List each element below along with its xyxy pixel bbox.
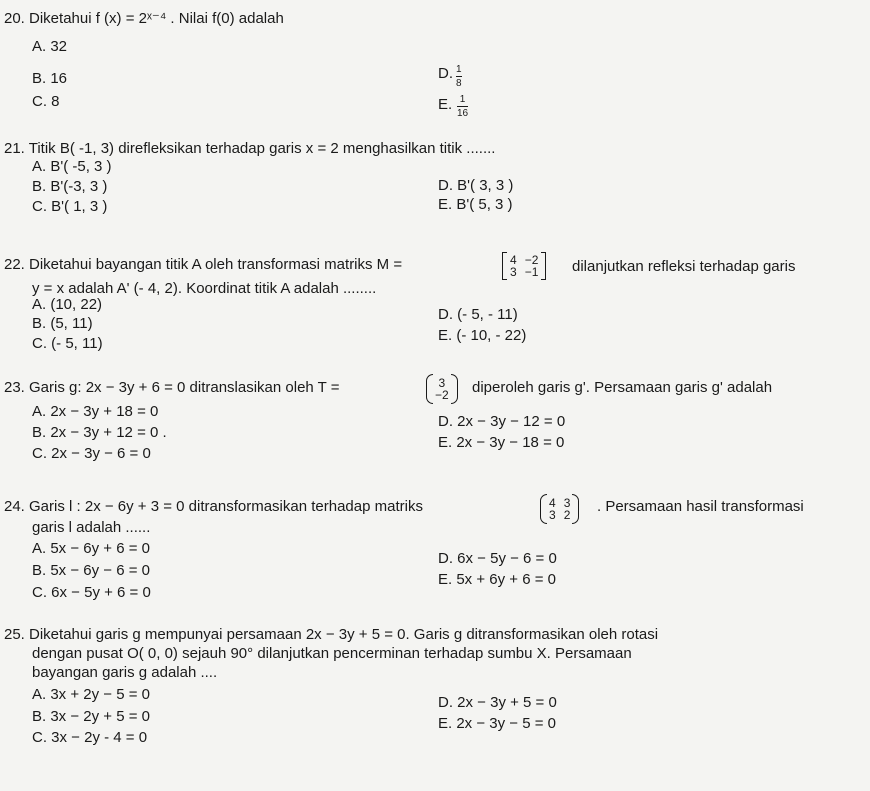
- q22-stem-part3: y = x adalah A' (- 4, 2). Koordinat titik A adalah ........: [32, 280, 377, 297]
- q25-option-b[interactable]: B. 3x − 2y + 5 = 0: [32, 708, 150, 725]
- matrix-cell: −2: [524, 253, 539, 267]
- matrix-cell: −1: [524, 265, 539, 279]
- q20-option-e-label[interactable]: E.: [438, 96, 453, 113]
- q24-stem-part2: . Persamaan hasil transformasi: [597, 498, 804, 515]
- matrix-cell: 3: [563, 496, 571, 510]
- q20-option-d-label[interactable]: D.: [438, 65, 453, 82]
- q23-stem-part2: diperoleh garis g'. Persamaan garis g' adalah: [472, 379, 773, 396]
- q20-option-e-fraction: [457, 94, 468, 119]
- q25-stem-line2: dengan pusat O( 0, 0) sejauh 90° dilanjutkan pencerminan terhadap sumbu X. Persamaan: [32, 645, 632, 662]
- q23-option-b[interactable]: B. 2x − 3y + 12 = 0 .: [32, 424, 167, 441]
- q24-stem-part1: 24. Garis l : 2x − 6y + 3 = 0 ditransformasikan terhadap matriks: [4, 498, 423, 515]
- q23-option-d[interactable]: D. 2x − 3y − 12 = 0: [438, 413, 566, 430]
- q20-option-b[interactable]: B. 16: [32, 70, 68, 87]
- fraction-denominator: 8: [456, 78, 462, 89]
- q21-option-b[interactable]: B. B'(-3, 3 ): [32, 178, 108, 195]
- vector-cell: 3: [438, 376, 446, 390]
- q20-option-a[interactable]: A. 32: [32, 38, 68, 55]
- q20-option-d-fraction: [456, 64, 462, 89]
- q23-translation-vector: [426, 374, 458, 404]
- q22-matrix: [502, 252, 546, 280]
- q22-option-e[interactable]: E. (- 10, - 22): [438, 327, 527, 344]
- q25-option-d[interactable]: D. 2x − 3y + 5 = 0: [438, 694, 557, 711]
- matrix-cell: 4: [510, 253, 517, 267]
- q25-option-c[interactable]: C. 3x − 2y - 4 = 0: [32, 729, 148, 746]
- fraction-denominator: 16: [457, 108, 469, 119]
- matrix-cell: 3: [549, 508, 556, 522]
- q24-option-d[interactable]: D. 6x − 5y − 6 = 0: [438, 550, 557, 567]
- q20-option-c[interactable]: C. 8: [32, 93, 60, 110]
- matrix-cell: 3: [510, 265, 517, 279]
- q24-matrix: [540, 494, 579, 524]
- q22-stem-part2: dilanjutkan refleksi terhadap garis: [572, 258, 796, 275]
- q21-option-e[interactable]: E. B'( 5, 3 ): [438, 196, 513, 213]
- vector-cell: −2: [435, 388, 449, 402]
- q24-option-a[interactable]: A. 5x − 6y + 6 = 0: [32, 540, 150, 557]
- q22-option-b[interactable]: B. (5, 11): [32, 315, 93, 332]
- q23-stem-part1: 23. Garis g: 2x − 3y + 6 = 0 ditranslasikan oleh T =: [4, 379, 340, 396]
- q23-option-a[interactable]: A. 2x − 3y + 18 = 0: [32, 403, 159, 420]
- q24-option-b[interactable]: B. 5x − 6y − 6 = 0: [32, 562, 150, 579]
- matrix-cell: 4: [549, 496, 556, 510]
- q25-stem-line3: bayangan garis g adalah ....: [32, 664, 218, 681]
- q21-option-a[interactable]: A. B'( -5, 3 ): [32, 158, 112, 175]
- q25-option-a[interactable]: A. 3x + 2y − 5 = 0: [32, 686, 150, 703]
- q22-option-d[interactable]: D. (- 5, - 11): [438, 306, 518, 323]
- q20-stem: 20. Diketahui f (x) = 2ˣ⁻⁴ . Nilai f(0) adalah: [4, 10, 284, 27]
- matrix-cell: 2: [563, 508, 571, 522]
- q21-option-d[interactable]: D. B'( 3, 3 ): [438, 177, 514, 194]
- q23-option-e[interactable]: E. 2x − 3y − 18 = 0: [438, 434, 565, 451]
- q25-option-e[interactable]: E. 2x − 3y − 5 = 0: [438, 715, 556, 732]
- q21-option-c[interactable]: C. B'( 1, 3 ): [32, 198, 108, 215]
- q24-option-e[interactable]: E. 5x + 6y + 6 = 0: [438, 571, 556, 588]
- q23-option-c[interactable]: C. 2x − 3y − 6 = 0: [32, 445, 151, 462]
- q25-stem-line1: 25. Diketahui garis g mempunyai persamaan 2x − 3y + 5 = 0. Garis g ditransformasikan oleh rotasi: [4, 626, 659, 643]
- q24-stem-part3: garis l adalah ......: [32, 519, 151, 536]
- fraction-numerator: 1: [456, 64, 462, 75]
- q22-stem-part1: 22. Diketahui bayangan titik A oleh transformasi matriks M =: [4, 256, 403, 273]
- q21-stem: 21. Titik B( -1, 3) direfleksikan terhadap garis x = 2 menghasilkan titik .......: [4, 140, 496, 157]
- fraction-numerator: 1: [459, 94, 466, 105]
- q24-option-c[interactable]: C. 6x − 5y + 6 = 0: [32, 584, 151, 601]
- q22-option-c[interactable]: C. (- 5, 11): [32, 335, 103, 352]
- q22-option-a[interactable]: A. (10, 22): [32, 296, 103, 313]
